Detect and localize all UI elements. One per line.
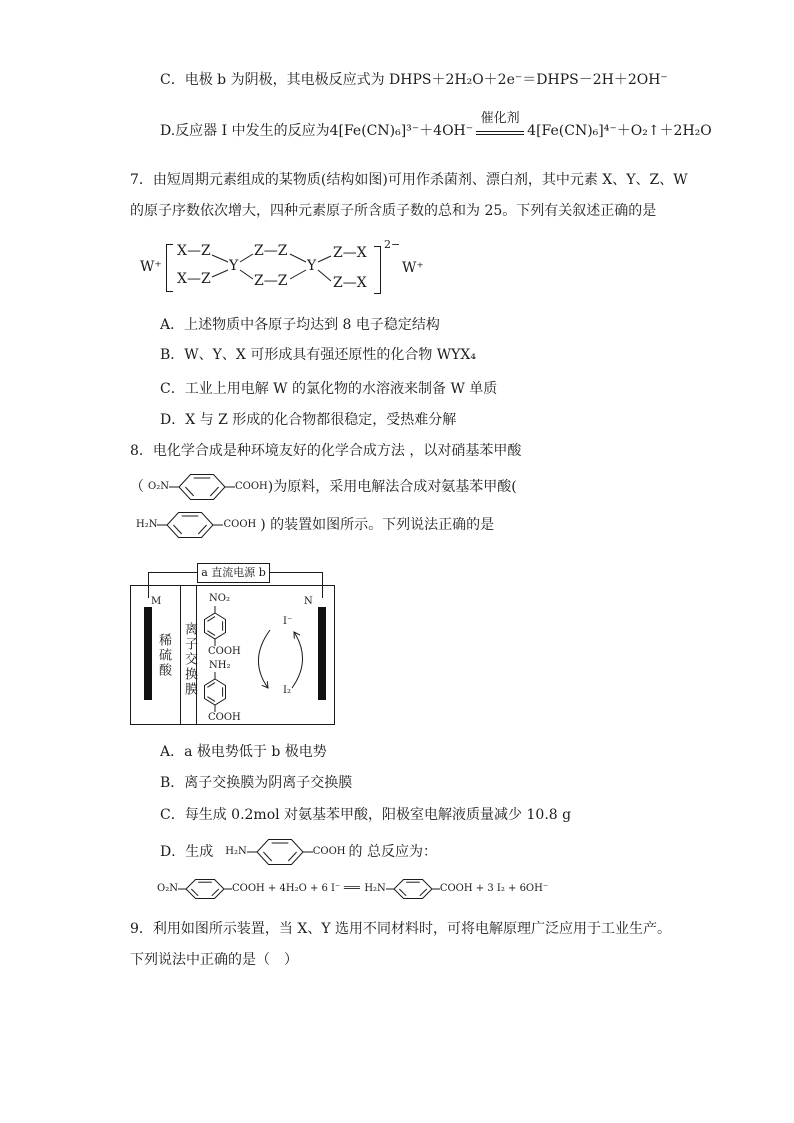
double-line-sign <box>476 131 524 135</box>
amino-group: H₂N <box>225 846 247 857</box>
benzene-ring <box>157 511 223 539</box>
bond <box>240 270 253 279</box>
nitro-group: O₂N <box>148 481 169 492</box>
q8-option-d <box>160 838 437 866</box>
q7-option-c: C．工业上用电解 W 的氯化物的水溶液来制备 W 单质 <box>160 381 498 397</box>
q8-option-d-suffix: 的 总反应为： <box>348 844 437 860</box>
p-nitrobenzoic-acid-structure <box>148 473 268 501</box>
q9-stem-line-1: 9．利用如图所示装置，当 X、Y 选用不同材料时，可将电解原理广泛应用于工业生产。 <box>130 921 672 937</box>
q6-option-d <box>160 111 712 141</box>
group-right-bottom: Z—X <box>333 275 367 291</box>
iodide-label: I⁻ <box>283 616 293 627</box>
benzene-ring <box>178 878 232 900</box>
electrolysis-apparatus-diagram <box>130 560 336 728</box>
equals-sign: ═ <box>344 883 361 894</box>
q7-option-a: A．上述物质中各原子均达到 8 电子稳定结构 <box>160 317 440 333</box>
benzene-ring <box>203 672 227 712</box>
reactant-nitro-group: NO₂ <box>209 593 230 604</box>
reactant-carboxyl-group: COOH <box>208 646 241 657</box>
q9-stem-line-2: 下列说法中正确的是（ ） <box>130 952 298 968</box>
product-amino-group: H₂N <box>364 883 386 894</box>
bond <box>212 270 228 277</box>
q8-option-a: A．a 极电势低于 b 极电势 <box>160 744 327 760</box>
q8-stem-line-2 <box>130 473 517 501</box>
q7-structure-diagram <box>130 235 430 300</box>
q8-total-equation <box>157 877 548 901</box>
bond <box>212 255 228 262</box>
q8-option-c: C．每生成 0.2mol 对氨基苯甲酸，阳极室电解液质量减少 10.8 g <box>160 807 572 823</box>
reactant-carboxyl-group: COOH <box>231 883 265 894</box>
benzene-ring <box>169 473 235 501</box>
q7-stem-line-1: 7．由短周期元素组成的某物质(结构如图)可用作杀菌剂、漂白剂，其中元素 X、Y、Z、W <box>130 172 688 188</box>
q6-option-d-products: 4[Fe(CN)₆]⁴⁻＋O₂↑＋2H₂O <box>527 123 712 139</box>
electrode-m-label: M <box>151 596 162 607</box>
benzene-ring <box>386 878 440 900</box>
electrode-n <box>318 607 326 700</box>
q6-option-d-reactants: 4[Fe(CN)₆]³⁻＋4OH⁻ <box>329 123 474 139</box>
electrolyte-label: 稀硫酸 <box>156 633 171 678</box>
left-bracket <box>166 244 173 292</box>
product-amino-group: NH₂ <box>209 660 231 671</box>
q7-stem-line-2: 的原子序数依次增大，四种元素原子所含质子数的总和为 25。下列有关叙述正确的是 <box>130 203 657 219</box>
product-rest: + 3 I₂ + 6OH⁻ <box>472 883 549 894</box>
carboxyl-group: COOH <box>234 481 268 492</box>
iodine-label: I₂ <box>283 685 291 696</box>
group-left-top: X—Z <box>177 243 211 259</box>
bond <box>318 256 331 262</box>
atom-y-1: Y <box>229 258 239 274</box>
anion-charge: 2− <box>384 238 401 251</box>
catalyst-condition-label: 催化剂 <box>480 111 520 126</box>
cycle-arrow-down <box>258 630 270 688</box>
q6-option-d-prefix: D.反应器 I 中发生的反应为 <box>160 123 330 139</box>
power-supply-label: a 直流电源 b <box>201 566 266 579</box>
right-bracket <box>374 246 381 294</box>
product-carboxyl-group: COOH <box>208 712 241 723</box>
q8-stem-line-3 <box>136 511 494 539</box>
cation-right: W⁺ <box>402 260 424 276</box>
cycle-arrow-up <box>292 632 303 688</box>
q8-stem-line-3-text: ) 的装置如图所示。下列说法正确的是 <box>260 517 495 533</box>
carboxyl-group: COOH <box>312 846 346 857</box>
benzene-ring <box>247 838 313 866</box>
bond <box>318 270 331 281</box>
catalyst-reaction-sign <box>476 111 524 141</box>
q8-option-b: B．离子交换膜为阴离子交换膜 <box>160 775 353 791</box>
open-paren: （ <box>130 479 144 495</box>
membrane-label: 离子交换膜 <box>182 622 197 697</box>
q7-option-b: B．W、Y、X 可形成具有强还原性的化合物 WYX₄ <box>160 347 476 363</box>
electrode-n-label: N <box>304 596 313 607</box>
reactant-nitro-group: O₂N <box>157 883 178 894</box>
q8-stem-line-2-text: )为原料，采用电解法合成对氨基苯甲酸( <box>267 479 517 495</box>
benzene-ring <box>203 606 227 646</box>
electrode-m <box>144 607 152 700</box>
amino-group: H₂N <box>136 519 158 530</box>
group-middle-bottom: Z—Z <box>254 273 288 289</box>
carboxyl-group: COOH <box>223 519 257 530</box>
bond <box>290 270 306 279</box>
atom-y-2: Y <box>307 258 317 274</box>
q8-option-d-prefix: D．生成 <box>160 844 214 860</box>
q8-stem-line-1: 8．电化学合成是种环境友好的化学合成方法 ，以对硝基苯甲酸 <box>130 443 522 459</box>
reactant-rest: + 4H₂O + 6 I⁻ <box>264 883 341 894</box>
q6-option-c: C．电极 b 为阴极，其电极反应式为 DHPS＋2H₂O＋2e⁻＝DHPS－2H＋2OH⁻ <box>160 72 668 88</box>
q7-option-d: D．X 与 Z 形成的化合物都很稳定，受热难分解 <box>160 412 457 428</box>
p-aminobenzoic-acid-structure <box>225 838 345 866</box>
group-middle-top: Z—Z <box>254 243 288 259</box>
group-right-top: Z—X <box>333 245 367 261</box>
group-left-bottom: X—Z <box>177 271 211 287</box>
product-carboxyl-group: COOH <box>439 883 473 894</box>
cation-left: W⁺ <box>140 259 162 275</box>
bond <box>290 254 306 262</box>
p-aminobenzoic-acid-structure <box>136 511 256 539</box>
bond <box>240 254 253 262</box>
